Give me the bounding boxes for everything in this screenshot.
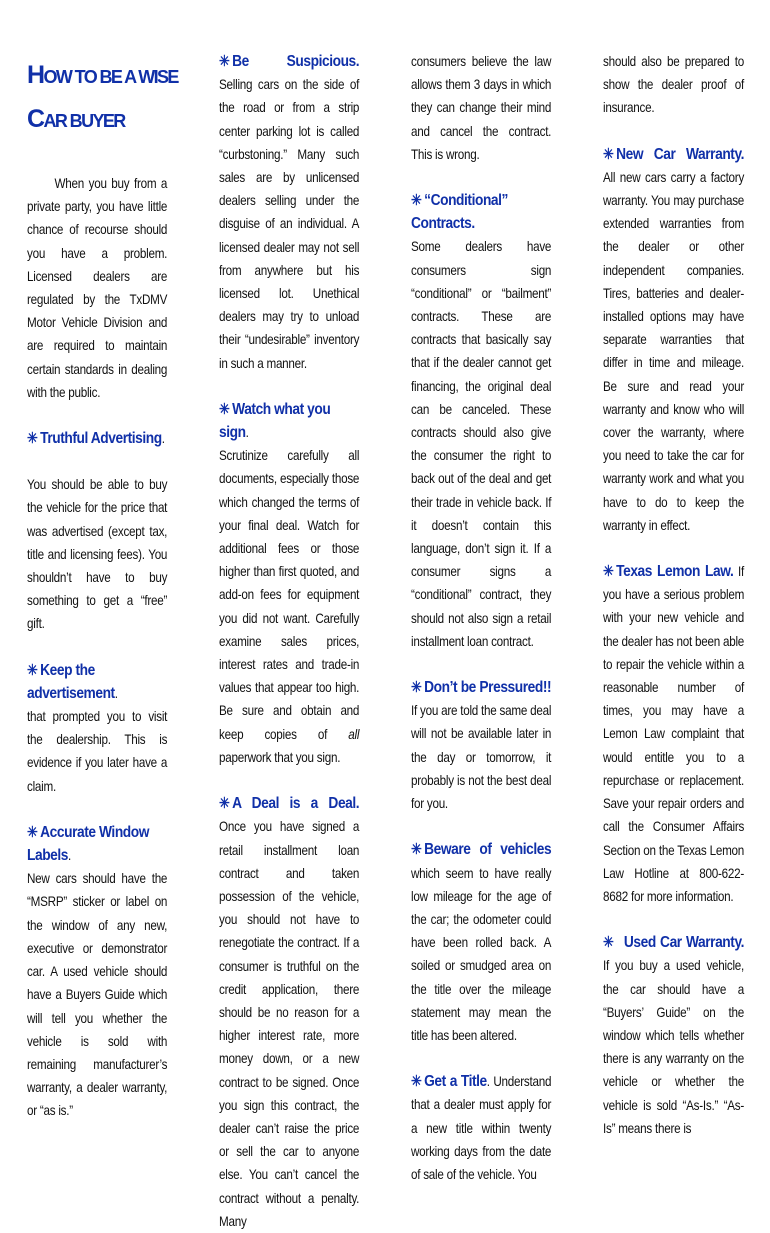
section-heading: Watch what you sign <box>219 400 331 442</box>
intro-paragraph: When you buy from a private party, you have little chance of recourse should you have a problem. Licensed dealers are regulated by the TxDMV Motor Vehicle Division and are required to maintain certain standards in dealing with the public. <box>27 176 168 400</box>
section-dont-be-pressured: ✳ Don’t be Pressured!! If you are told the same deal will not be available later in the day or tomorrow, it probably is not the best deal for you. <box>411 679 552 812</box>
section-body: that prompted you to visit the dealership. This is evidence if you later have a claim. <box>27 709 168 794</box>
asterisk-bullet-icon: ✳ <box>411 192 422 210</box>
section-heading: “Conditional” Contracts. <box>411 192 508 233</box>
asterisk-bullet-icon: ✳ <box>219 795 230 813</box>
section-heading: A Deal is a Deal. <box>232 795 360 813</box>
section-watch-what-you-sign: ✳ Watch what you sign. <box>219 400 331 442</box>
section-heading: Be Suspicious. <box>232 53 360 70</box>
asterisk-bullet-icon: ✳ <box>603 145 614 163</box>
section-body: seem to have really low mileage for the age of the car; the odometer could have been rolled back. A soiled or smudged area on the title over the mileage statement may mean the title has been altered. <box>411 865 552 1043</box>
section-body: You should be able to buy the vehicle for the price that was advertised (except tax, title and licensing fees). You shouldn’t have to buy something to get a “free” gift. <box>27 477 168 632</box>
section-heading: Beware of vehicles <box>424 841 552 859</box>
section-new-car-warranty: ✳ New Car Warranty. All new cars carry a factory warranty. You may purchase extended warranties from the dealer or other independent companies. Tires, batteries and dealer-installed options may have separate warranties that differ in time and mileage. Be sure and read your warranty and know who will cover the warranty, where you need to take the car for warranty work and what you have to do to keep the warranty in effect. <box>603 145 745 533</box>
section-get-a-title: ✳ Get a Title. Understand that a dealer must apply for a new title within twenty working days from the date of sale of the vehicle. You <box>411 1073 552 1182</box>
continuation-paragraph: should also be prepared to show the dealer proof of insurance. <box>603 54 745 116</box>
section-heading: New Car Warranty. <box>616 145 745 163</box>
section-heading: Used Car Warranty. <box>623 934 745 952</box>
section-be-suspicious: ✳ Be Suspicious. Selling cars on the side of the road or from a strip center parking lot is called “curbstoning.” Many such sales are by unlicensed dealers selling under the disguise of an individual. A licensed dealer may not sell from anywhere but his licensed lot. Unethical dealers may try to unload their “undesirable” inventory in such a manner. <box>219 53 360 371</box>
title-line-2: CAR BUYER <box>27 105 125 133</box>
section-texas-lemon-law: ✳ Texas Lemon Law. If you have a serious problem with your new vehicle and the dealer has not been able to repair the vehicle within a reasonable number of times, you may have a Lemon Law complaint that would entitle you to a repurchase or replacement. Save your repair orders and call the Consumer Affairs Section on the Texas Lemon Law Hotline at 800-622-8682 for more information. <box>603 563 745 904</box>
section-heading: Truthful Advertising <box>40 430 162 448</box>
title-line-1: HOW TO BE A WISE <box>27 61 178 89</box>
section-heading: Texas Lemon Law. <box>616 563 734 581</box>
section-body: Scrutinize carefully all documents, especially those which changed the terms of your final deal. Watch for additional fees or those higher than first quoted, and add-on fees for equipment you did not want. Carefully examine sales prices, interest rates and trade-in values that appear too high. Be sure and obtain and keep copies of all paperwork that you sign. <box>219 448 360 765</box>
asterisk-bullet-icon: ✳ <box>219 400 230 418</box>
column-1 <box>27 50 167 1123</box>
section-keep-advertisement: ✳ Keep the advertisement. <box>27 661 118 702</box>
column-3 <box>411 50 551 1186</box>
section-deal-is-a-deal: ✳ A Deal is a Deal. Once you have signed a retail installment loan contract and taken possession of the vehicle, you should not have to renegotiate the contract. If a consumer is truthful on the credit application, there should be no reason for a higher interest rate, more money down, or a new contract to be signed. Once you sign this contract, the dealer can’t raise the price or sell the car to anyone else. You can’t cancel the contract without a penalty. Many <box>219 795 360 1229</box>
asterisk-bullet-icon: ✳ <box>27 823 38 841</box>
section-body: you buy a used vehicle, the car should have a “Buyers’ Guide” on the window which tells whether there is any warranty on the vehicle or whether the vehicle is sold “As-Is.” “As-Is” means there is <box>603 958 745 1136</box>
column-4 <box>603 50 744 1140</box>
section-body: you are told the same deal will not be available later in the day or tomorrow, it probably is not the best deal for you. <box>411 703 552 812</box>
section-conditional-contracts <box>411 189 551 235</box>
asterisk-bullet-icon: ✳ <box>219 53 230 70</box>
asterisk-bullet-icon: ✳ <box>603 563 614 581</box>
section-body: on the side of the road or from a strip center parking lot is called “curbstoning.” Many such sales are by unlicensed dealers selling under the disguise of an individual. A licensed dealer may not sell from anywhere but his licensed lot. Unethical dealers may try to unload their “undesirable” inventory in such a manner. <box>219 77 360 371</box>
section-body: New cars should have the “MSRP” sticker or label on the window of any new, executive or demonstrator car. A used vehicle should have a Buyers Guide which will tell you whether the vehicle is sold with remaining manufacturer’s warranty, a dealer warranty, or “as is.” <box>27 871 168 1119</box>
section-heading: Don’t be Pressured!! <box>424 679 552 697</box>
asterisk-bullet-icon: ✳ <box>27 430 38 448</box>
section-window-labels: ✳ Accurate Window Labels. <box>27 823 150 865</box>
continuation-paragraph: consumers believe the law allows them 3 days in which they can change their mind and cancel the contract. This is wrong. <box>411 54 552 162</box>
column-2 <box>219 50 359 1233</box>
section-beware-of-vehicles: ✳ Beware of vehicles which seem to have really low mileage for the age of the car; the odometer could have been rolled back. A soiled or smudged area on the title over the mileage statement may mean the title has been altered. <box>411 841 552 1043</box>
section-heading: Get a Title <box>424 1073 487 1091</box>
asterisk-bullet-icon: ✳ <box>27 661 38 679</box>
section-used-car-warranty: ✳ Used Car Warranty. If you buy a used vehicle, the car should have a “Buyers’ Guide” on the window which tells whether there is any warranty on the vehicle or whether the vehicle is sold “As-Is.” “As-Is” means there is <box>603 934 745 1136</box>
section-body: cars carry a factory warranty. You may purchase extended warranties from the dealer or other independent companies. Tires, batteries and dealer-installed options may have separate warranties that differ in time and mileage. Be sure and read your warranty and know who will cover the warranty, where you need to take the car for warranty work and what you have to do to keep the warranty in effect. <box>603 169 745 533</box>
section-truthful-advertising: ✳ Truthful Advertising. <box>27 430 165 448</box>
asterisk-bullet-icon: ✳ <box>411 841 422 859</box>
section-body: a dealer must apply for a new title within twenty working days from the date of sale of the vehicle. You <box>411 1097 552 1182</box>
asterisk-bullet-icon: ✳ <box>411 679 422 697</box>
section-body: have a serious problem with your new vehicle and the dealer has not been able to repair the vehicle within a reasonable number of times, you may have a Lemon Law complaint that would entitle you to a repurchase or replacement. Save your repair orders and call the Consumer Affairs Section on the Texas Lemon Law Hotline at 800-622-8682 for more information. <box>603 587 745 904</box>
section-heading: Accurate Window Labels <box>27 823 150 865</box>
section-body: have signed a retail installment loan contract and taken possession of the vehicle, you should not have to renegotiate the contract. If a consumer is truthful on the credit application, there should be no reason for a higher interest rate, more money down, or a new contract to be signed. Once you sign this contract, the dealer can’t raise the price or sell the car to anyone else. You can’t cancel the contract without a penalty. Many <box>219 819 360 1229</box>
asterisk-bullet-icon: ✳ <box>603 934 614 952</box>
asterisk-bullet-icon: ✳ <box>411 1073 422 1091</box>
section-heading: Keep the advertisement <box>27 661 115 702</box>
section-body: Some dealers have consumers sign “conditional” or “bailment” contracts. These are contracts that basically say that if the dealer cannot get financing, the original deal can be canceled. These contracts should also give the consumer the right to back out of the deal and get their trade in vehicle back. If it doesn’t contain this language, don’t sign it. If a consumer signs a “conditional” contract, they should not also sign a retail installment loan contract. <box>411 239 552 649</box>
